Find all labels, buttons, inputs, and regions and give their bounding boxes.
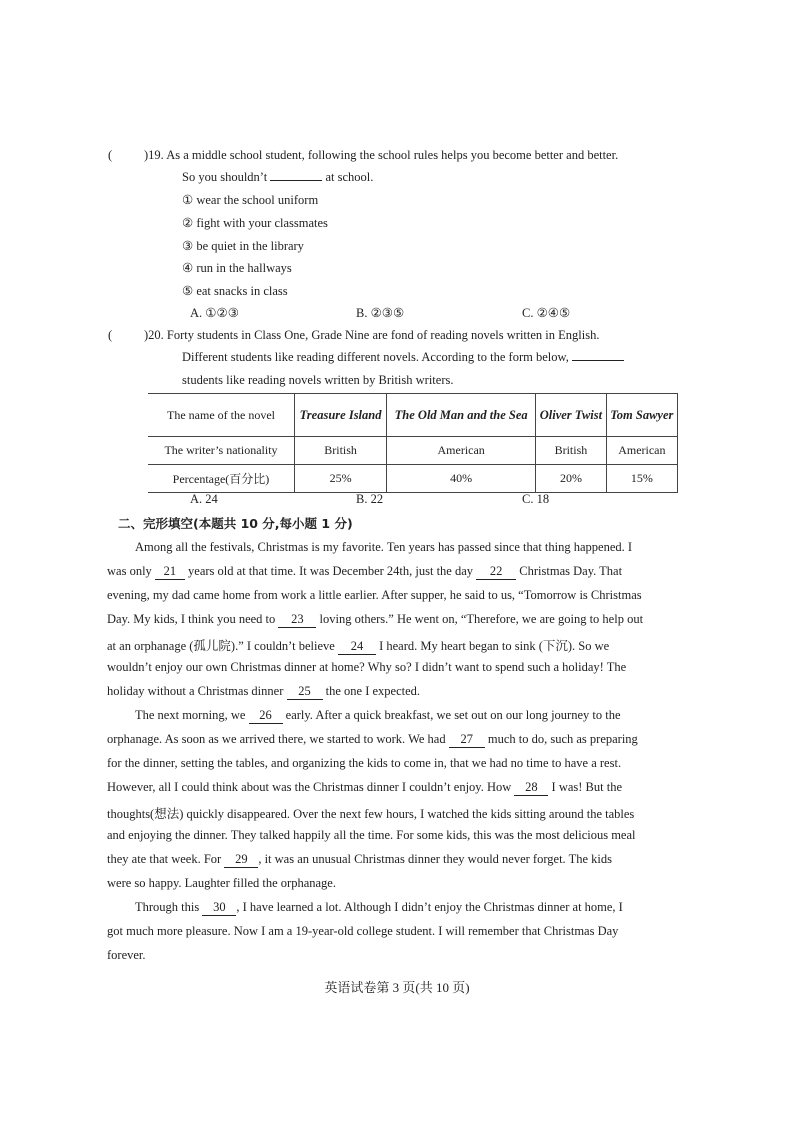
para2-line bbox=[107, 780, 622, 796]
q19-stem-line1 bbox=[108, 148, 618, 163]
nationality-label: The writer’s nationality bbox=[148, 437, 295, 465]
q19-stem-line2 bbox=[182, 170, 373, 185]
novel-name: Treasure Island bbox=[295, 394, 387, 437]
nationality-cell: American bbox=[387, 437, 536, 465]
text-segment: at an orphanage (孤儿院).” I couldn’t believe bbox=[107, 639, 338, 653]
para3-line bbox=[135, 900, 623, 916]
percentage-cell: 15% bbox=[606, 465, 677, 493]
table-row bbox=[148, 394, 678, 437]
q20-option-a[interactable]: A. 24 bbox=[190, 492, 218, 506]
text-segment: the one I expected. bbox=[322, 684, 421, 698]
cloze-blank-21[interactable]: 21 bbox=[155, 564, 185, 580]
text-segment: Through this bbox=[135, 900, 203, 914]
cloze-blank-22[interactable]: 22 bbox=[476, 564, 516, 580]
nationality-cell: British bbox=[295, 437, 387, 465]
para2-line: were so happy. Laughter filled the orphanage. bbox=[107, 876, 336, 890]
cloze-blank-27[interactable]: 27 bbox=[449, 732, 485, 748]
text-segment: I heard. My heart began to sink (下沉). So we bbox=[375, 639, 610, 653]
para2-line bbox=[107, 852, 612, 868]
q19-item: ③ be quiet in the library bbox=[182, 239, 304, 253]
q20-option-b[interactable]: B. 22 bbox=[356, 492, 384, 506]
text-segment: loving others.” He went on, “Therefore, we are going to help out bbox=[316, 612, 644, 626]
text-segment: was only bbox=[107, 564, 155, 578]
cloze-blank-25[interactable]: 25 bbox=[287, 684, 323, 700]
cloze-blank-23[interactable]: 23 bbox=[278, 612, 316, 628]
q19-stem-pre: So you shouldn’t bbox=[182, 170, 268, 184]
novel-name: Oliver Twist bbox=[536, 394, 607, 437]
section-heading: 二、完形填空(本题共 10 分,每小题 1 分) bbox=[118, 516, 353, 531]
cloze-blank-30[interactable]: 30 bbox=[202, 900, 236, 916]
answer-paren[interactable]: ( bbox=[108, 148, 113, 162]
para2-line: thoughts(想法) quickly disappeared. Over the next few hours, I watched the kids sitting around the tables bbox=[107, 807, 635, 821]
para2-line: for the dinner, setting the tables, and organizing the kids to come in, that we had no time to have a rest. bbox=[107, 756, 622, 770]
q20-options bbox=[190, 492, 610, 507]
text-segment: Christmas Day. That bbox=[516, 564, 623, 578]
text-segment: However, all I could think about was the Christmas dinner I couldn’t enjoy. How bbox=[107, 780, 515, 794]
para1-line bbox=[107, 564, 622, 580]
q19-stem-post: at school. bbox=[325, 170, 374, 184]
nationality-cell: American bbox=[606, 437, 677, 465]
nationality-cell: British bbox=[536, 437, 607, 465]
para3-line: forever. bbox=[107, 948, 146, 962]
q19-options bbox=[190, 305, 610, 321]
cloze-blank-28[interactable]: 28 bbox=[514, 780, 548, 796]
para2-line bbox=[135, 708, 621, 724]
text-segment: orphanage. As soon as we arrived there, we started to work. We had bbox=[107, 732, 449, 746]
q19-item: ⑤ eat snacks in class bbox=[182, 284, 288, 298]
table-row bbox=[148, 465, 678, 493]
para2-line: and enjoying the dinner. They talked happily all the time. For some kids, this was the most delicious meal bbox=[107, 828, 636, 842]
text-segment: early. After a quick breakfast, we set out on our long journey to the bbox=[282, 708, 621, 722]
table-row bbox=[148, 437, 678, 465]
para1-line bbox=[107, 612, 643, 628]
q20-stem: )20. Forty students in Class One, Grade Nine are fond of reading novels written in English. bbox=[144, 328, 600, 342]
q19-option-b[interactable]: B. ②③⑤ bbox=[356, 306, 405, 320]
q19-option-c[interactable]: C. ②④⑤ bbox=[522, 306, 571, 320]
q19-option-a[interactable]: A. ①②③ bbox=[190, 306, 239, 320]
text-segment: Day. My kids, I think you need to bbox=[107, 612, 279, 626]
text-segment: I was! But the bbox=[548, 780, 623, 794]
text-segment: , I have learned a lot. Although I didn’t enjoy the Christmas dinner at home, I bbox=[236, 900, 623, 914]
percentage-cell: 25% bbox=[295, 465, 387, 493]
text-segment: , it was an unusual Christmas dinner they would never forget. The kids bbox=[258, 852, 612, 866]
para1-line: Among all the festivals, Christmas is my favorite. Ten years has passed since that thing happened. I bbox=[135, 540, 633, 554]
percentage-label: Percentage(百分比) bbox=[148, 465, 295, 493]
text-segment: holiday without a Christmas dinner bbox=[107, 684, 287, 698]
para1-line bbox=[107, 684, 420, 700]
q20-stem-line3: students like reading novels written by British writers. bbox=[182, 373, 454, 387]
q19-item: ② fight with your classmates bbox=[182, 216, 328, 230]
answer-paren[interactable]: ( bbox=[108, 328, 113, 342]
para3-line: got much more pleasure. Now I am a 19-year-old college student. I will remember that Christmas Day bbox=[107, 924, 619, 938]
para1-line: evening, my dad came home from work a little earlier. After supper, he said to us, “Tomorrow is Christmas bbox=[107, 588, 642, 602]
para2-line bbox=[107, 732, 638, 748]
q19-blank[interactable] bbox=[270, 180, 322, 181]
cloze-blank-24[interactable]: 24 bbox=[338, 639, 376, 655]
q20-stem-line1 bbox=[108, 328, 599, 343]
q20-option-c[interactable]: C. 18 bbox=[522, 492, 550, 506]
page-footer: 英语试卷第 3 页(共 10 页) bbox=[324, 980, 470, 995]
novel-name: The Old Man and the Sea bbox=[387, 394, 536, 437]
cloze-blank-26[interactable]: 26 bbox=[249, 708, 283, 724]
q20-stem-line2 bbox=[182, 350, 624, 365]
novel-name: Tom Sawyer bbox=[606, 394, 677, 437]
q19-item: ① wear the school uniform bbox=[182, 193, 319, 207]
q19-item: ④ run in the hallways bbox=[182, 261, 292, 275]
novel-table bbox=[148, 393, 678, 493]
para1-line bbox=[107, 636, 609, 655]
text-segment: they ate that week. For bbox=[107, 852, 225, 866]
q19-stem: )19. As a middle school student, following the school rules helps you become better and better. bbox=[144, 148, 619, 162]
q20-stem-b: Different students like reading different novels. According to the form below, bbox=[182, 350, 569, 364]
percentage-cell: 20% bbox=[536, 465, 607, 493]
text-segment: much to do, such as preparing bbox=[484, 732, 638, 746]
text-segment: The next morning, we bbox=[135, 708, 249, 722]
q20-blank[interactable] bbox=[572, 360, 624, 361]
text-segment: years old at that time. It was December 24th, just the day bbox=[184, 564, 477, 578]
percentage-cell: 40% bbox=[387, 465, 536, 493]
cloze-blank-29[interactable]: 29 bbox=[224, 852, 258, 868]
table-header-label: The name of the novel bbox=[148, 394, 295, 437]
para1-line: wouldn’t enjoy our own Christmas dinner at home? Why so? I didn’t want to spend such a holiday! The bbox=[107, 660, 627, 674]
